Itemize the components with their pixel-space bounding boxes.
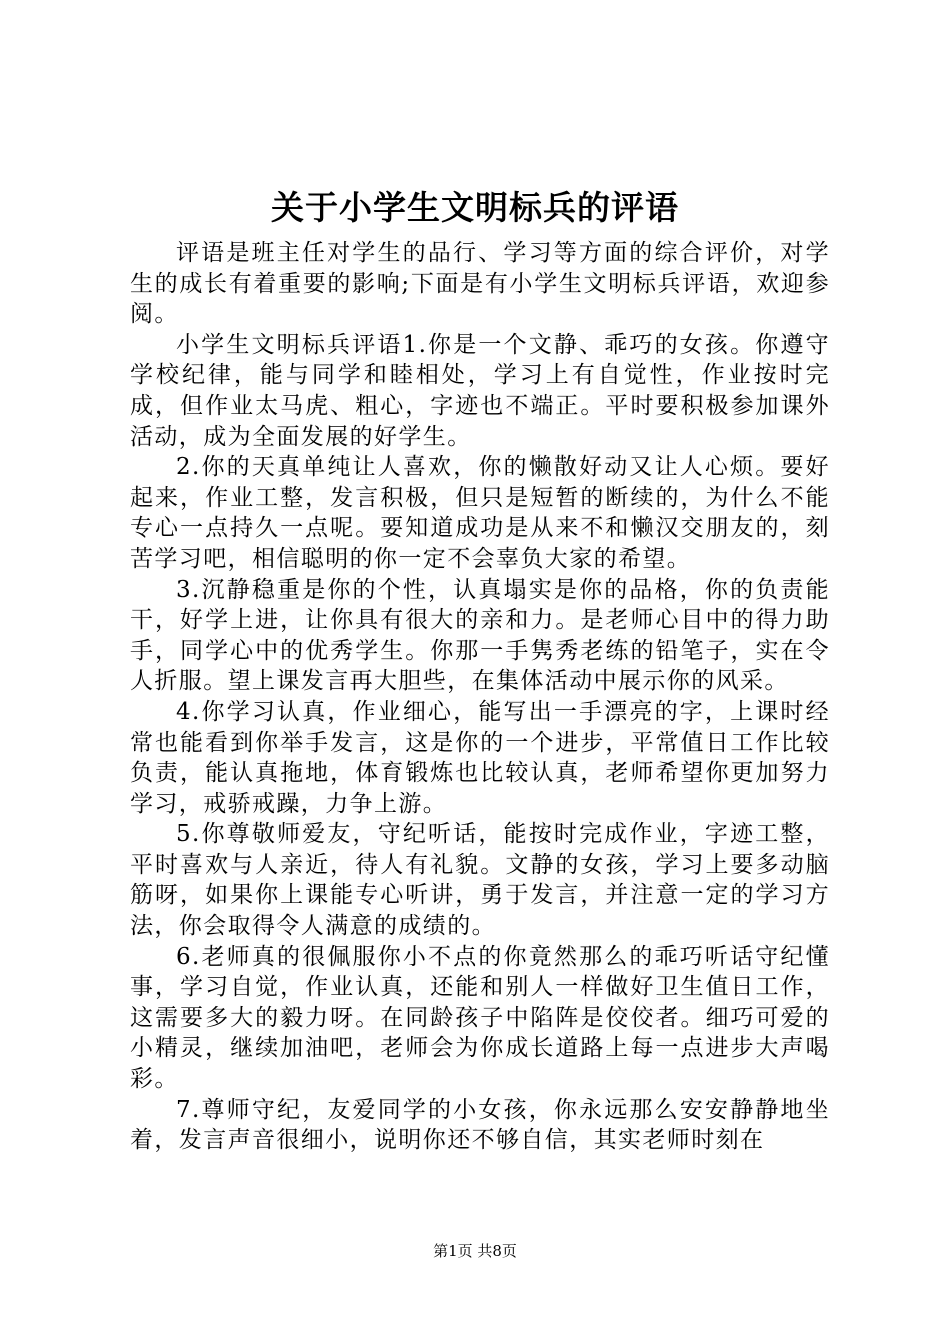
paragraph-comment-7: 7.尊师守纪，友爱同学的小女孩，你永远那么安安静静地坐着，发言声音很细小，说明你还不够自信，其实老师时刻在 <box>130 1096 830 1154</box>
paragraph-intro: 评语是班主任对学生的品行、学习等方面的综合评价，对学生的成长有着重要的影响;下面是有小学生文明标兵评语，欢迎参阅。 <box>130 240 830 328</box>
paragraph-comment-5: 5.你尊敬师爱友，守纪听话，能按时完成作业，字迹工整，平时喜欢与人亲近，待人有礼貌。文静的女孩，学习上要多动脑筋呀，如果你上课能专心听讲，勇于发言，并注意一定的学习方法，你会取得令人满意的成绩的。 <box>130 821 830 940</box>
paragraph-comment-6: 6.老师真的很佩服你小不点的你竟然那么的乖巧听话守纪懂事，学习自觉，作业认真，还能和别人一样做好卫生值日工作，这需要多大的毅力呀。在同龄孩子中陷阵是佼佼者。细巧可爱的小精灵，继续加油吧，老师会为你成长道路上每一点进步大声喝彩。 <box>130 943 830 1093</box>
page-number-footer: 第1页 共8页 <box>433 1242 517 1260</box>
paragraph-comment-2: 2.你的天真单纯让人喜欢，你的懒散好动又让人心烦。要好起来，作业工整，发言积极，但只是短暂的断续的，为什么不能专心一点持久一点呢。要知道成功是从来不和懒汉交朋友的，刻苦学习吧，相信聪明的你一定不会辜负大家的希望。 <box>130 454 830 572</box>
paragraph-comment-4: 4.你学习认真，作业细心，能写出一手漂亮的字，上课时经常也能看到你举手发言，这是你的一个进步，平常值日工作比较负责，能认真拖地，体育锻炼也比较认真，老师希望你更加努力学习，戒骄戒躁，力争上游。 <box>130 698 830 817</box>
paragraph-comment-3: 3.沉静稳重是你的个性，认真塌实是你的品格，你的负责能干，好学上进，让你具有很大的亲和力。是老师心目中的得力助手，同学心中的优秀学生。你那一手隽秀老练的铅笔子，实在令人折服。望上课发言再大胆些，在集体活动中展示你的风采。 <box>130 576 830 695</box>
document-title: 关于小学生文明标兵的评语 <box>271 188 679 227</box>
document-body <box>130 238 830 1156</box>
paragraph-comment-1: 小学生文明标兵评语1.你是一个文静、乖巧的女孩。你遵守学校纪律，能与同学和睦相处，学习上有自觉性，作业按时完成，但作业太马虎、粗心，字迹也不端正。平时要积极参加课外活动，成为全面发展的好学生。 <box>130 331 830 450</box>
